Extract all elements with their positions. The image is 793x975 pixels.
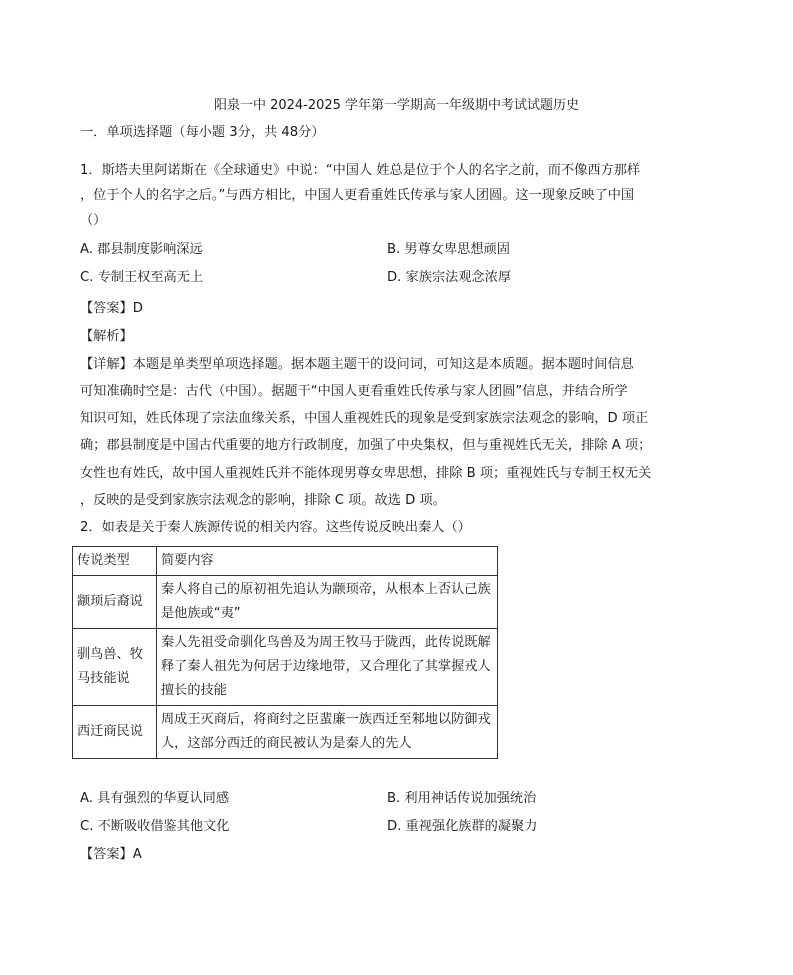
table-row bbox=[73, 576, 498, 629]
table-row bbox=[73, 629, 498, 706]
q2-option-b: B. 利用神话传说加强统治 bbox=[387, 791, 537, 806]
q2-stem: 2．如表是关于秦人族源传说的相关内容。这些传说反映出秦人（） bbox=[80, 520, 471, 535]
q1-stem-line-3: （） bbox=[80, 213, 107, 228]
table-cell-type: 驯鸟兽、牧马技能说 bbox=[73, 629, 157, 706]
q1-detail-line-1: 【详解】本题是单类型单项选择题。据本题主题干的设问词，可知这是本质题。据本题时间信息 bbox=[80, 357, 634, 372]
q1-detail-line-3: 知识可知，姓氏体现了宗法血缘关系，中国人重视姓氏的现象是受到家族宗法观念的影响，D 项正 bbox=[80, 411, 649, 426]
table-cell-content: 周成王灭商后，将商纣之臣蜚廉一族西迁至邾地以防御戎人，这部分西迁的商民被认为是秦人的先人 bbox=[157, 706, 498, 759]
table-cell-content: 秦人将自己的原初祖先追认为颛顼帝，从根本上否认己族是他族或“夷” bbox=[157, 576, 498, 629]
q1-analysis-label: 【解析】 bbox=[80, 329, 133, 344]
table-header-row bbox=[73, 547, 498, 576]
q1-detail-line-6: ，反映的是受到家族宗法观念的影响，排除 C 项。故选 D 项。 bbox=[80, 493, 446, 508]
table-header-content: 简要内容 bbox=[157, 547, 498, 576]
q2-option-c: C. 不断吸收借鉴其他文化 bbox=[80, 819, 230, 834]
document-title: 阳泉一中 2024-2025 学年第一学期高一年级期中考试试题历史 bbox=[213, 98, 580, 113]
q1-option-b: B. 男尊女卑思想顽固 bbox=[387, 242, 510, 257]
q1-option-c: C. 专制王权至高无上 bbox=[80, 270, 204, 285]
q2-option-a: A. 具有强烈的华夏认同感 bbox=[80, 791, 230, 806]
q1-option-a: A. 郡县制度影响深远 bbox=[80, 242, 203, 257]
q1-detail-line-4: 确；郡县制度是中国古代重要的地方行政制度，加强了中央集权，但与重视姓氏无关，排除 A 项； bbox=[80, 438, 652, 453]
section-heading: 一．单项选择题（每小题 3分，共 48分） bbox=[80, 125, 325, 140]
table-row bbox=[73, 706, 498, 759]
table-cell-type: 西迁商民说 bbox=[73, 706, 157, 759]
q1-answer: 【答案】D bbox=[80, 301, 143, 316]
q2-option-d: D. 重视强化族群的凝聚力 bbox=[387, 819, 538, 834]
q1-detail-line-2: 可知准确时空是：古代（中国）。据题干“中国人更看重姓氏传承与家人团圆”信息，并结合所学 bbox=[80, 384, 628, 399]
q1-detail-line-5: 女性也有姓氏，故中国人重视姓氏并不能体现男尊女卑思想，排除 B 项；重视姓氏与专制王权无关 bbox=[80, 466, 652, 481]
q1-stem-line-1: 1．斯塔夫里阿诺斯在《全球通史》中说：“中国人 姓总是位于个人的名字之前，而不像西方那样 bbox=[80, 163, 641, 178]
q1-stem-line-2: ，位于个人的名字之后。”与西方相比，中国人更看重姓氏传承与家人团圆。这一现象反映了中国 bbox=[80, 188, 635, 203]
table-cell-type: 颛顼后裔说 bbox=[73, 576, 157, 629]
table-header-type: 传说类型 bbox=[73, 547, 157, 576]
q2-answer: 【答案】A bbox=[80, 847, 142, 862]
table-cell-content: 秦人先祖受命驯化鸟兽及为周王牧马于陇西，此传说既解释了秦人祖先为何居于边缘地带，又合理化了其掌握戎人擅长的技能 bbox=[157, 629, 498, 706]
q1-option-d: D. 家族宗法观念浓厚 bbox=[387, 270, 512, 285]
legend-table bbox=[72, 546, 498, 759]
